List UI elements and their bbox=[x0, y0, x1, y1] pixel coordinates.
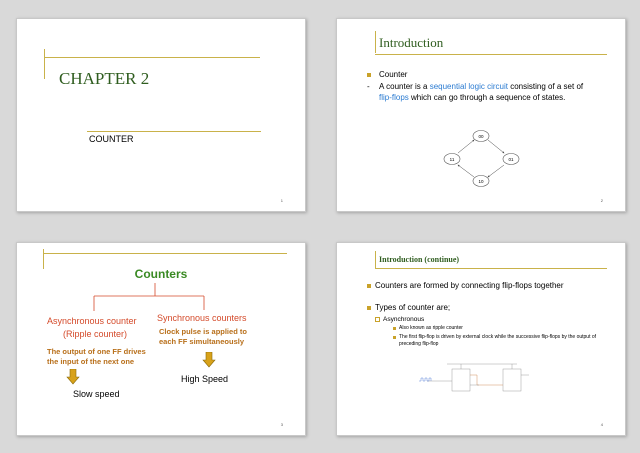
slide-title: Counters bbox=[134, 267, 188, 281]
sub-sub-bullet: The first flip-flop is driven by external clock while the successive flip-flops by the output of preceding flip-flop bbox=[399, 334, 597, 347]
sub-sub-bullet: Also known as ripple counter bbox=[399, 325, 463, 331]
accent-line bbox=[375, 251, 376, 269]
accent-line bbox=[44, 49, 45, 79]
bullet-definition: - A counter is a sequential logic circuit consisting of a set of flip-flops which can go through a sequence of states. bbox=[367, 82, 584, 102]
link-flip-flops: flip-flops bbox=[379, 92, 409, 102]
bullet-square-icon bbox=[393, 336, 396, 339]
slide-title: Introduction (continue) bbox=[379, 255, 460, 264]
transition-arrow bbox=[458, 140, 474, 153]
slide-2[interactable] bbox=[336, 18, 626, 212]
sub-bullet-icon bbox=[375, 317, 380, 322]
bullet-square-icon bbox=[393, 327, 396, 330]
bullet-square-icon bbox=[367, 306, 371, 310]
async-description: the input of the next one bbox=[47, 357, 135, 366]
bullet: Counters are formed by connecting flip-flops together bbox=[375, 281, 564, 290]
slide-4[interactable] bbox=[336, 242, 626, 436]
state-label: 01 bbox=[508, 157, 514, 162]
accent-line bbox=[375, 54, 607, 55]
accent-line bbox=[375, 268, 607, 269]
bullet: Types of counter are; bbox=[375, 303, 451, 312]
state-label: 00 bbox=[478, 134, 484, 139]
async-counter-label: Asynchronous counter bbox=[47, 316, 137, 326]
sync-description: Clock pulse is applied to bbox=[159, 327, 247, 336]
page-number: 4 bbox=[600, 422, 603, 427]
sync-description: each FF simultaneously bbox=[159, 337, 245, 346]
accent-line bbox=[375, 31, 376, 53]
sync-counter-label: Synchronous counters bbox=[157, 313, 247, 323]
slide-subtitle: COUNTER bbox=[89, 134, 134, 144]
bullet: Counter bbox=[367, 70, 407, 79]
page-number: 3 bbox=[280, 422, 283, 427]
bullet-square-icon bbox=[367, 73, 371, 77]
slide-title: Introduction bbox=[379, 35, 444, 50]
slide-3[interactable] bbox=[16, 242, 306, 436]
ripple-counter-label: (Ripple counter) bbox=[63, 329, 128, 339]
transition-arrow bbox=[488, 140, 504, 153]
state-diagram bbox=[437, 129, 527, 189]
page-number: 2 bbox=[600, 198, 603, 203]
async-description: The output of one FF drives bbox=[47, 347, 146, 356]
down-arrow-icon bbox=[66, 369, 80, 385]
sub-bullet: Asynchronous bbox=[383, 316, 425, 323]
accent-line bbox=[44, 57, 260, 58]
transition-arrow bbox=[458, 165, 474, 177]
down-arrow-icon bbox=[202, 352, 216, 368]
state-label: 10 bbox=[478, 179, 484, 184]
link-sequential-logic: sequential logic circuit bbox=[429, 82, 508, 91]
slow-speed-label: Slow speed bbox=[73, 389, 120, 399]
bullet-square-icon bbox=[367, 284, 371, 288]
slide-1[interactable] bbox=[16, 18, 306, 212]
transition-arrow bbox=[488, 165, 504, 177]
state-label: 11 bbox=[449, 157, 455, 162]
high-speed-label: High Speed bbox=[181, 374, 229, 384]
accent-line bbox=[87, 131, 261, 132]
page-number: 1 bbox=[280, 198, 283, 203]
ripple-counter-circuit bbox=[407, 361, 537, 397]
slide-title: CHAPTER 2 bbox=[59, 69, 150, 88]
